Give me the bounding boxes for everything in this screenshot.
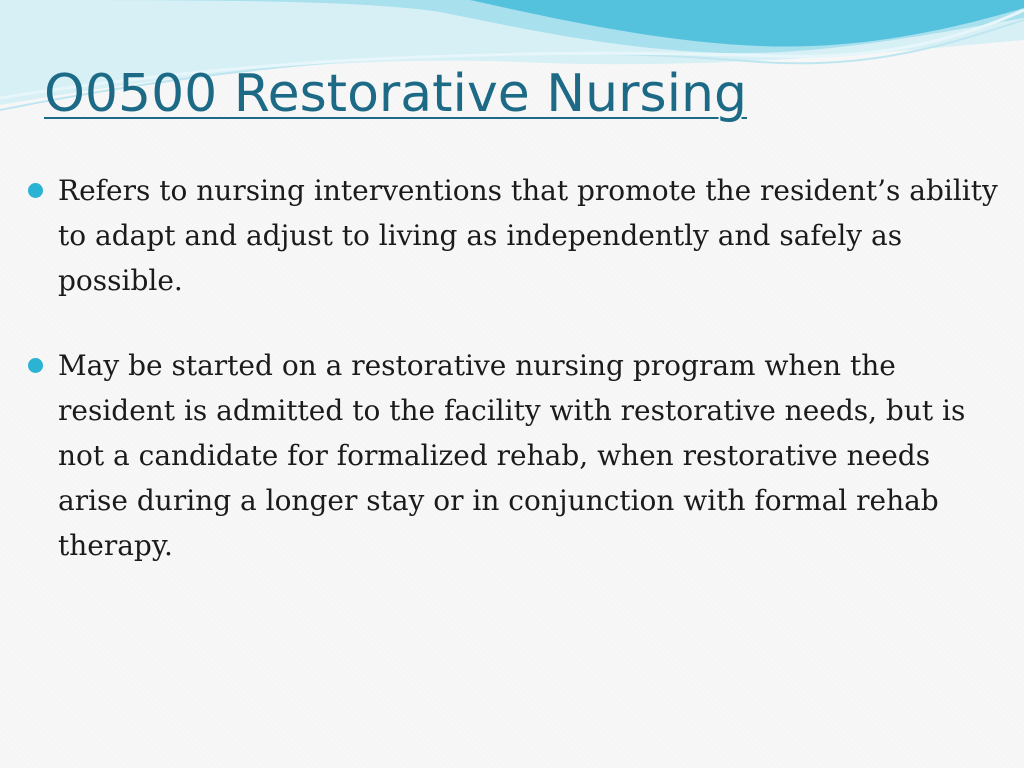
bullet-text: May be started on a restorative nursing program when the resident is admitted to the facility with restorative needs, but is not a candidate for formalized rehab, when restorative needs arise during a longer stay or in conjunction with formal rehab therapy. xyxy=(58,349,966,562)
bullet-text: Refers to nursing interventions that promote the resident’s ability to adapt and adjust to living as independently and safely as possible. xyxy=(58,174,998,297)
bullet-dot-icon xyxy=(28,183,43,198)
bullet-item xyxy=(0,343,1024,568)
bullet-dot-icon xyxy=(28,358,43,373)
bullet-list xyxy=(0,168,1024,608)
bullet-item xyxy=(0,168,1024,303)
slide-title: O0500 Restorative Nursing xyxy=(44,64,747,124)
